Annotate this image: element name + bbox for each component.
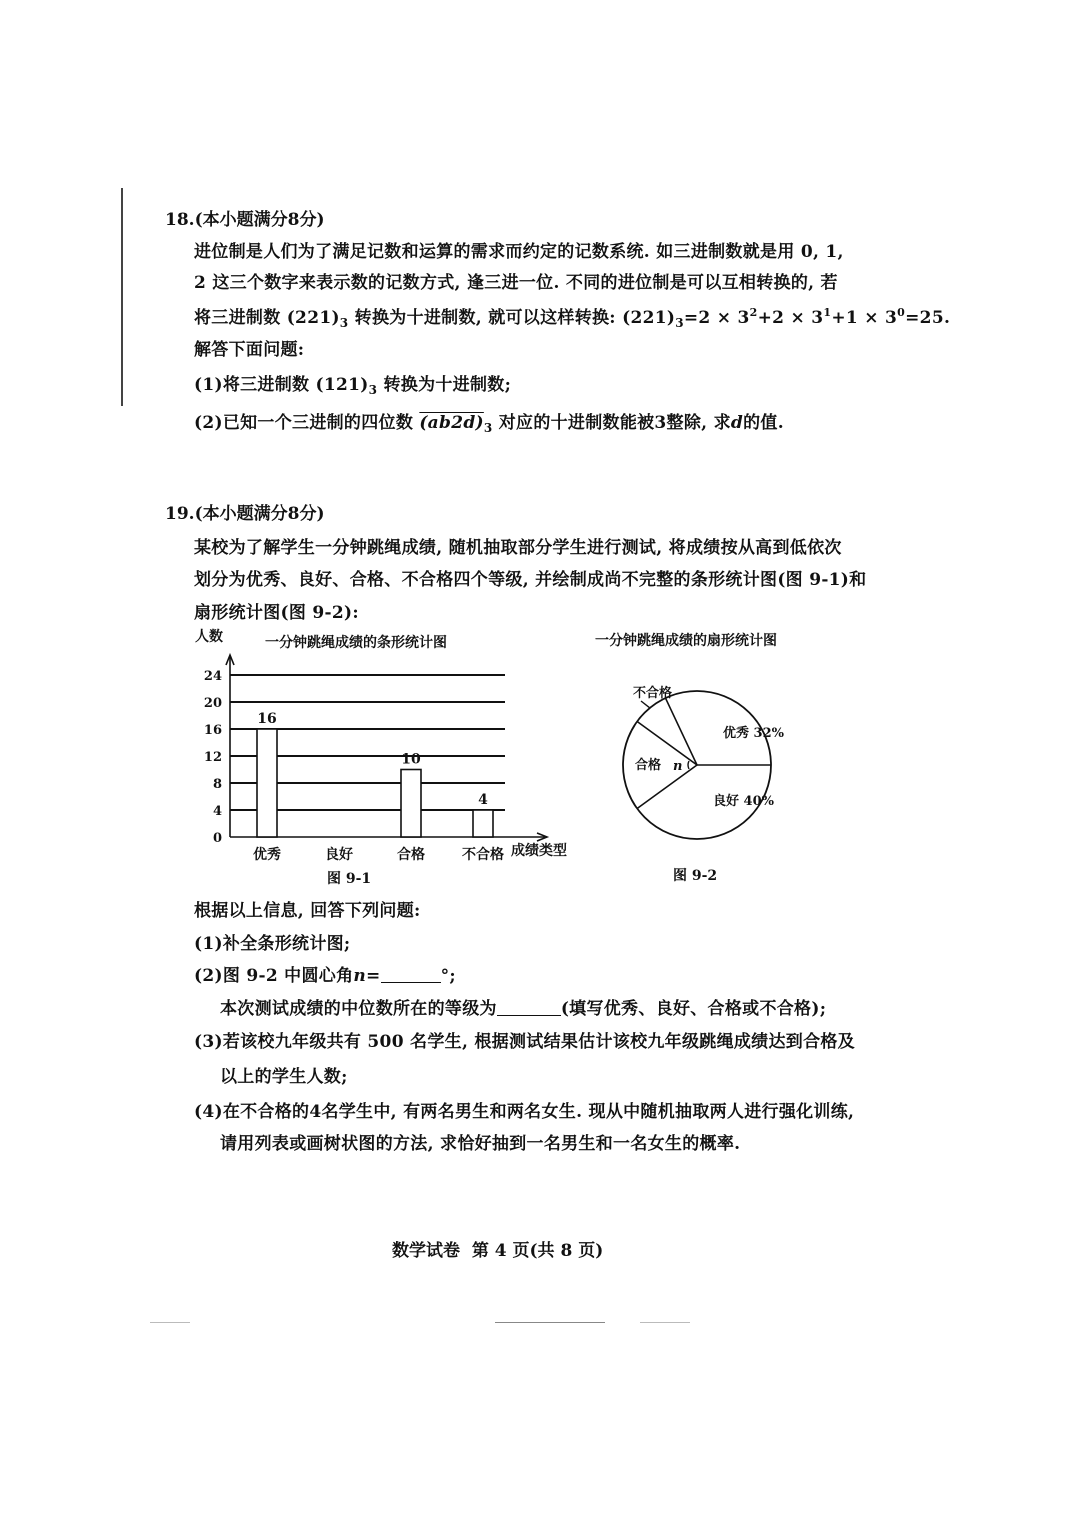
bar-ytick-label: 16 bbox=[203, 723, 222, 738]
q18-part2-b: 对应的十进制数能被3整除, 求 bbox=[492, 413, 731, 433]
pie-slice-label: 合格 bbox=[635, 758, 662, 773]
bar-chart-caption: 图 9-1 bbox=[327, 871, 372, 887]
q18-part2 bbox=[194, 408, 784, 435]
q19-part2-a: (2)图 9-2 中圆心角 bbox=[194, 966, 354, 986]
q19-part2-line2-a: 本次测试成绩的中位数所在的等级为 bbox=[220, 999, 497, 1019]
q18-line3-c: =2 × 3 bbox=[683, 308, 750, 328]
pie-angle-label: n bbox=[673, 759, 683, 774]
bar-合格 bbox=[401, 770, 421, 838]
pie-slice-label: 优秀 32% bbox=[723, 726, 784, 741]
q18-part1 bbox=[194, 370, 511, 397]
q19-line3: 扇形统计图(图 9-2): bbox=[194, 603, 359, 623]
q18-part2-var: d bbox=[730, 413, 744, 433]
q18-line1: 进位制是人们为了满足记数和运算的需求而约定的记数系统. 如三进制数就是用 0, 1, bbox=[194, 242, 844, 262]
bar-value-label: 4 bbox=[478, 792, 488, 808]
q18-line2: 2 这三个数字来表示数的记数方式, 逢三进一位. 不同的进位制是可以互相转换的, 若 bbox=[194, 273, 838, 293]
q19-part2 bbox=[194, 961, 456, 986]
q19-part2-var: n bbox=[353, 966, 367, 986]
q19-part2-c: °; bbox=[440, 966, 456, 986]
pie-chart-title: 一分钟跳绳成绩的扇形统计图 bbox=[595, 633, 777, 649]
q19-line2: 划分为优秀、良好、合格、不合格四个等级, 并绘制成尚不完整的条形统计图(图 9-1)和 bbox=[194, 570, 867, 590]
scan-artifact-3 bbox=[640, 1322, 690, 1323]
q18-line3-d: +2 × 3 bbox=[757, 308, 824, 328]
pie-chart-caption: 图 9-2 bbox=[673, 868, 718, 884]
bar-ytick-label: 24 bbox=[203, 669, 222, 684]
scan-artifact-1 bbox=[150, 1322, 190, 1323]
question-18 bbox=[165, 205, 325, 230]
q18-line3-sup1: 2 bbox=[749, 306, 758, 319]
q18-line3-sup2: 1 bbox=[823, 306, 832, 319]
q19-intro: 根据以上信息, 回答下列问题: bbox=[194, 901, 421, 921]
bar-ytick-label: 4 bbox=[212, 804, 222, 819]
bar-xtick-label: 良好 bbox=[325, 847, 353, 863]
bar-value-label: 10 bbox=[401, 751, 421, 768]
bar-ytick-label: 20 bbox=[203, 696, 222, 711]
q19-line1: 某校为了解学生一分钟跳绳成绩, 随机抽取部分学生进行测试, 将成绩按从高到低依次 bbox=[194, 538, 842, 558]
q18-line3-sub: 3 bbox=[339, 316, 349, 330]
q19-part3-line2: 以上的学生人数; bbox=[220, 1067, 348, 1087]
bar-ytick-label: 0 bbox=[212, 831, 222, 846]
question-19 bbox=[165, 499, 325, 524]
q19-part3-line1: (3)若该校九年级共有 500 名学生, 根据测试结果估计该校九年级跳绳成绩达到合格及 bbox=[194, 1032, 855, 1052]
median-blank[interactable] bbox=[497, 1001, 561, 1016]
q18-line3-e: +1 × 3 bbox=[831, 308, 898, 328]
margin-rule bbox=[121, 188, 123, 406]
q18-number: 18. bbox=[165, 210, 195, 230]
angle-blank[interactable] bbox=[381, 968, 441, 983]
q18-part1-sub: 3 bbox=[368, 383, 378, 397]
q18-part2-c: 的值. bbox=[743, 413, 784, 433]
bar-chart bbox=[185, 625, 585, 890]
bar-不合格 bbox=[473, 810, 493, 837]
scan-artifact-2 bbox=[495, 1322, 605, 1323]
q19-part2-line2-b: (填写优秀、良好、合格或不合格); bbox=[560, 999, 827, 1019]
bar-ytick-label: 8 bbox=[212, 777, 222, 792]
q18-line3 bbox=[194, 303, 950, 330]
bar-优秀 bbox=[257, 729, 277, 837]
q19-part2-b: = bbox=[366, 966, 381, 986]
q18-line3-sub2: 3 bbox=[675, 316, 684, 330]
bar-xtick-label: 不合格 bbox=[462, 847, 504, 863]
q19-part1: (1)补全条形统计图; bbox=[194, 934, 351, 954]
q18-part2-sub: 3 bbox=[483, 421, 493, 435]
q19-part4-line2: 请用列表或画树状图的方法, 求恰好抽到一名男生和一名女生的概率. bbox=[220, 1134, 741, 1154]
q18-line3-a: 将三进制数 (221) bbox=[194, 308, 340, 328]
q18-part1-b: 转换为十进制数; bbox=[377, 375, 512, 395]
bar-chart-ylabel: 人数 bbox=[195, 629, 223, 645]
page-footer bbox=[392, 1236, 603, 1261]
bar-xtick-label: 优秀 bbox=[253, 847, 281, 863]
pie-leader-line bbox=[641, 701, 650, 708]
pie-slice-label: 良好 40% bbox=[713, 794, 774, 809]
bar-chart-xlabel: 成绩类型 bbox=[511, 843, 567, 859]
q18-line4: 解答下面问题: bbox=[194, 340, 305, 360]
q18-header: (本小题满分8分) bbox=[194, 210, 325, 230]
pie-slice-label: 不合格 bbox=[633, 686, 673, 701]
q18-line3-sup3: 0 bbox=[897, 306, 906, 319]
q19-part2-line2 bbox=[220, 994, 826, 1019]
bar-value-label: 16 bbox=[257, 711, 277, 727]
pie-chart bbox=[585, 625, 815, 890]
footer-subject: 数学试卷 bbox=[392, 1241, 460, 1261]
q19-header: (本小题满分8分) bbox=[194, 504, 325, 524]
q18-line3-b: 转换为十进制数, 就可以这样转换: (221) bbox=[348, 308, 676, 328]
footer-page: 第 4 页(共 8 页) bbox=[471, 1241, 604, 1261]
bar-xtick-label: 合格 bbox=[397, 847, 425, 863]
q18-line3-f: =25. bbox=[905, 308, 951, 328]
bar-ytick-label: 12 bbox=[203, 750, 222, 765]
q18-part1-a: (1)将三进制数 (121) bbox=[194, 375, 369, 395]
q18-part2-a: (2)已知一个三进制的四位数 bbox=[194, 413, 420, 433]
q19-part4-line1: (4)在不合格的4名学生中, 有两名男生和两名女生. 现从中随机抽取两人进行强化训练, bbox=[194, 1102, 855, 1122]
q19-number: 19. bbox=[165, 504, 195, 524]
bar-chart-title: 一分钟跳绳成绩的条形统计图 bbox=[265, 635, 447, 651]
q18-part2-overline: (ab2d) bbox=[419, 413, 484, 433]
